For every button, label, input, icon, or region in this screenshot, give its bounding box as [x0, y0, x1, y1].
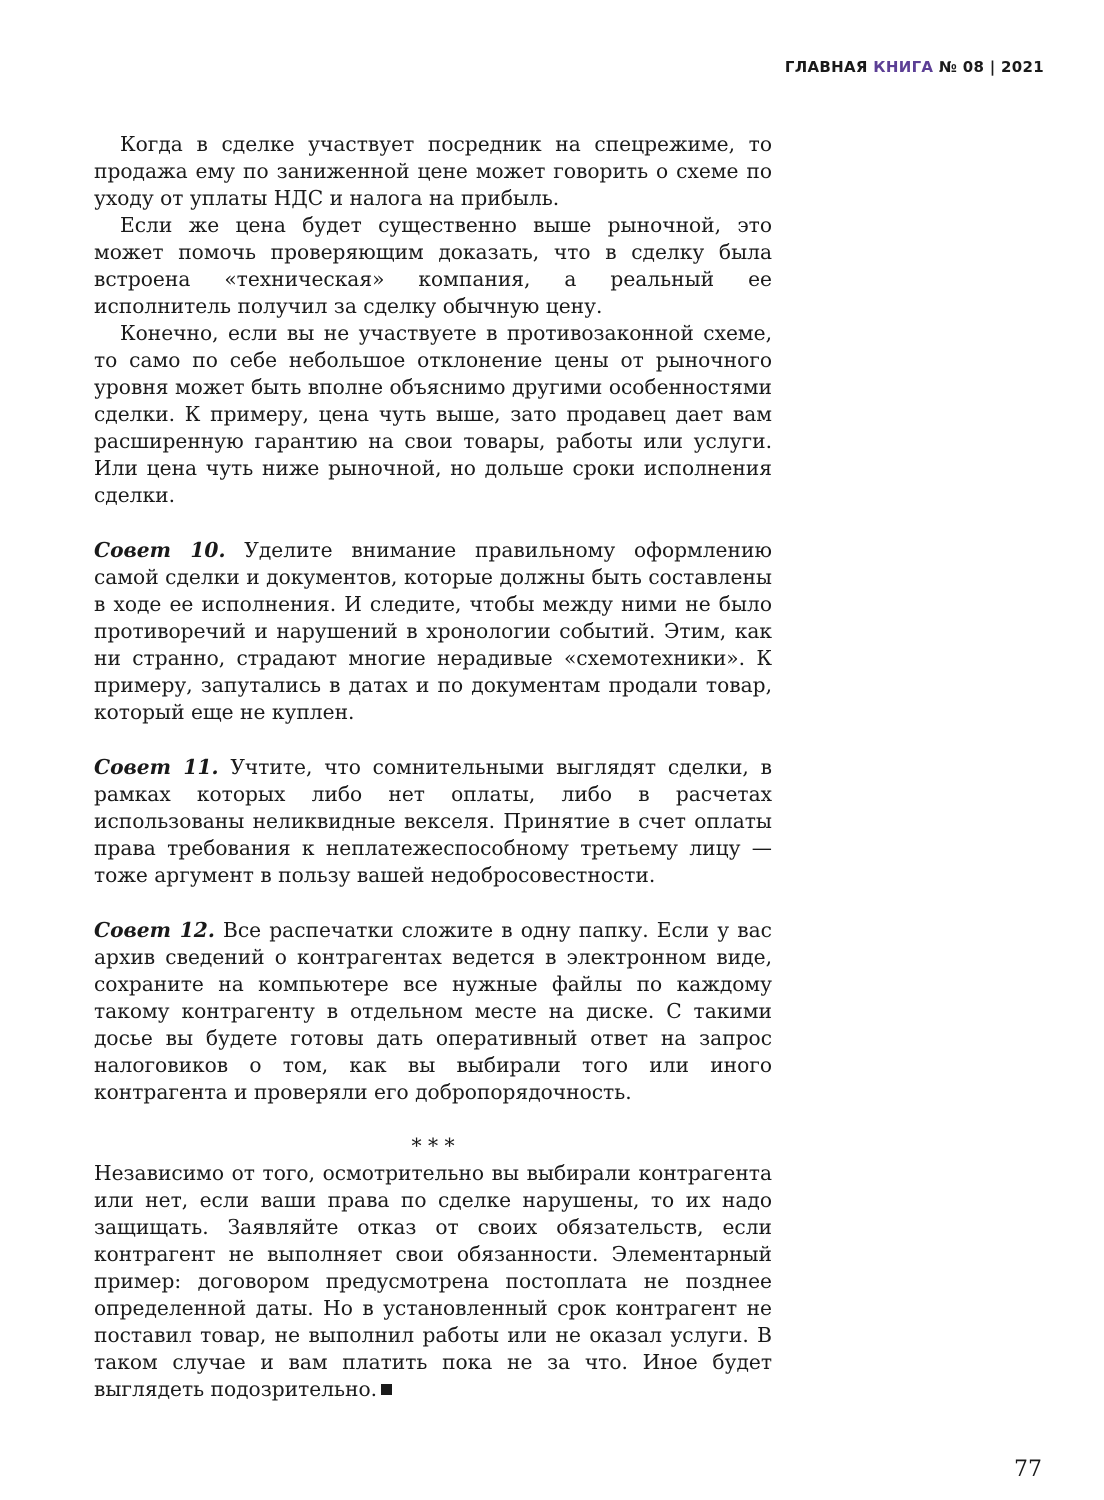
conclusion-text: Независимо от того, осмотрительно вы выбирали контрагента или нет, если ваши права по сделке нарушены, то их надо защищать. Заявляйте отказ от своих обязательств, если контрагент не выполняет свои обязанности. Элементарный пример: договором предусмотрена постоплата не позднее определенной даты. Но в установленный срок контрагент не поставил товар, не выполнил работы или не оказал услуги. В таком случае и вам платить пока не за что. Иное будет выглядеть подозрительно.	[94, 1161, 772, 1401]
end-of-article-icon	[381, 1384, 392, 1395]
tip-text: Учтите, что сомнительными выглядят сделки, в рамках которых либо нет оплаты, либо в расчетах использованы неликвидные векселя. Принятие в счет оплаты права требования к неплатежеспособному третьему лицу — тоже аргумент в пользу вашей недобросовестности.	[94, 755, 772, 887]
tip-10	[94, 537, 772, 726]
tip-text: Все распечатки сложите в одну папку. Если у вас архив сведений о контрагентах ведется в электронном виде, сохраните на компьютере все нужные файлы по каждому такому контрагенту в отдельном месте на диске. С такими досье вы будете готовы дать оперативный ответ на запрос налоговиков о том, как вы выбирали того или иного контрагента и проверяли его добропорядочность.	[94, 918, 772, 1104]
page-header	[785, 58, 1044, 76]
page-number: 77	[1014, 1457, 1042, 1482]
brand-main: ГЛАВНАЯ	[784, 58, 868, 76]
article-body	[94, 131, 772, 1403]
paragraph: Конечно, если вы не участвуете в противозаконной схеме, то само по себе небольшое отклонение цены от рыночного уровня может быть вполне объяснимо другими особенностями сделки. К примеру, цена чуть выше, зато продавец дает вам расширенную гарантию на свои товары, работы или услуги. Или цена чуть ниже рыночной, но дольше сроки исполнения сделки.	[94, 321, 772, 507]
paragraph: Если же цена будет существенно выше рыночной, это может помочь проверяющим доказать, что в сделку была встроена «техническая» компания, а реальный ее исполнитель получил за сделку обычную цену.	[94, 213, 772, 318]
issue-number: № 08 | 2021	[938, 58, 1044, 76]
tip-label: Совет 12.	[94, 918, 215, 942]
conclusion-paragraph	[94, 1160, 772, 1403]
paragraph: Когда в сделке участвует посредник на спецрежиме, то продажа ему по заниженной цене может говорить о схеме по уходу от уплаты НДС и налога на прибыль.	[94, 132, 772, 210]
tip-12	[94, 917, 772, 1106]
tip-label: Совет 11.	[94, 755, 219, 779]
brand-accent: КНИГА	[873, 58, 934, 76]
tip-text: Уделите внимание правильному оформлению самой сделки и документов, которые должны быть составлены в ходе ее исполнения. И следите, чтобы между ними не было противоречий и нарушений в хронологии событий. Этим, как ни странно, страдают многие нерадивые «схемотехники». К примеру, запутались в датах и по документам продали товар, который еще не куплен.	[94, 538, 772, 724]
tip-11	[94, 754, 772, 889]
section-separator: * * *	[411, 1134, 455, 1158]
tip-label: Совет 10.	[94, 538, 226, 562]
